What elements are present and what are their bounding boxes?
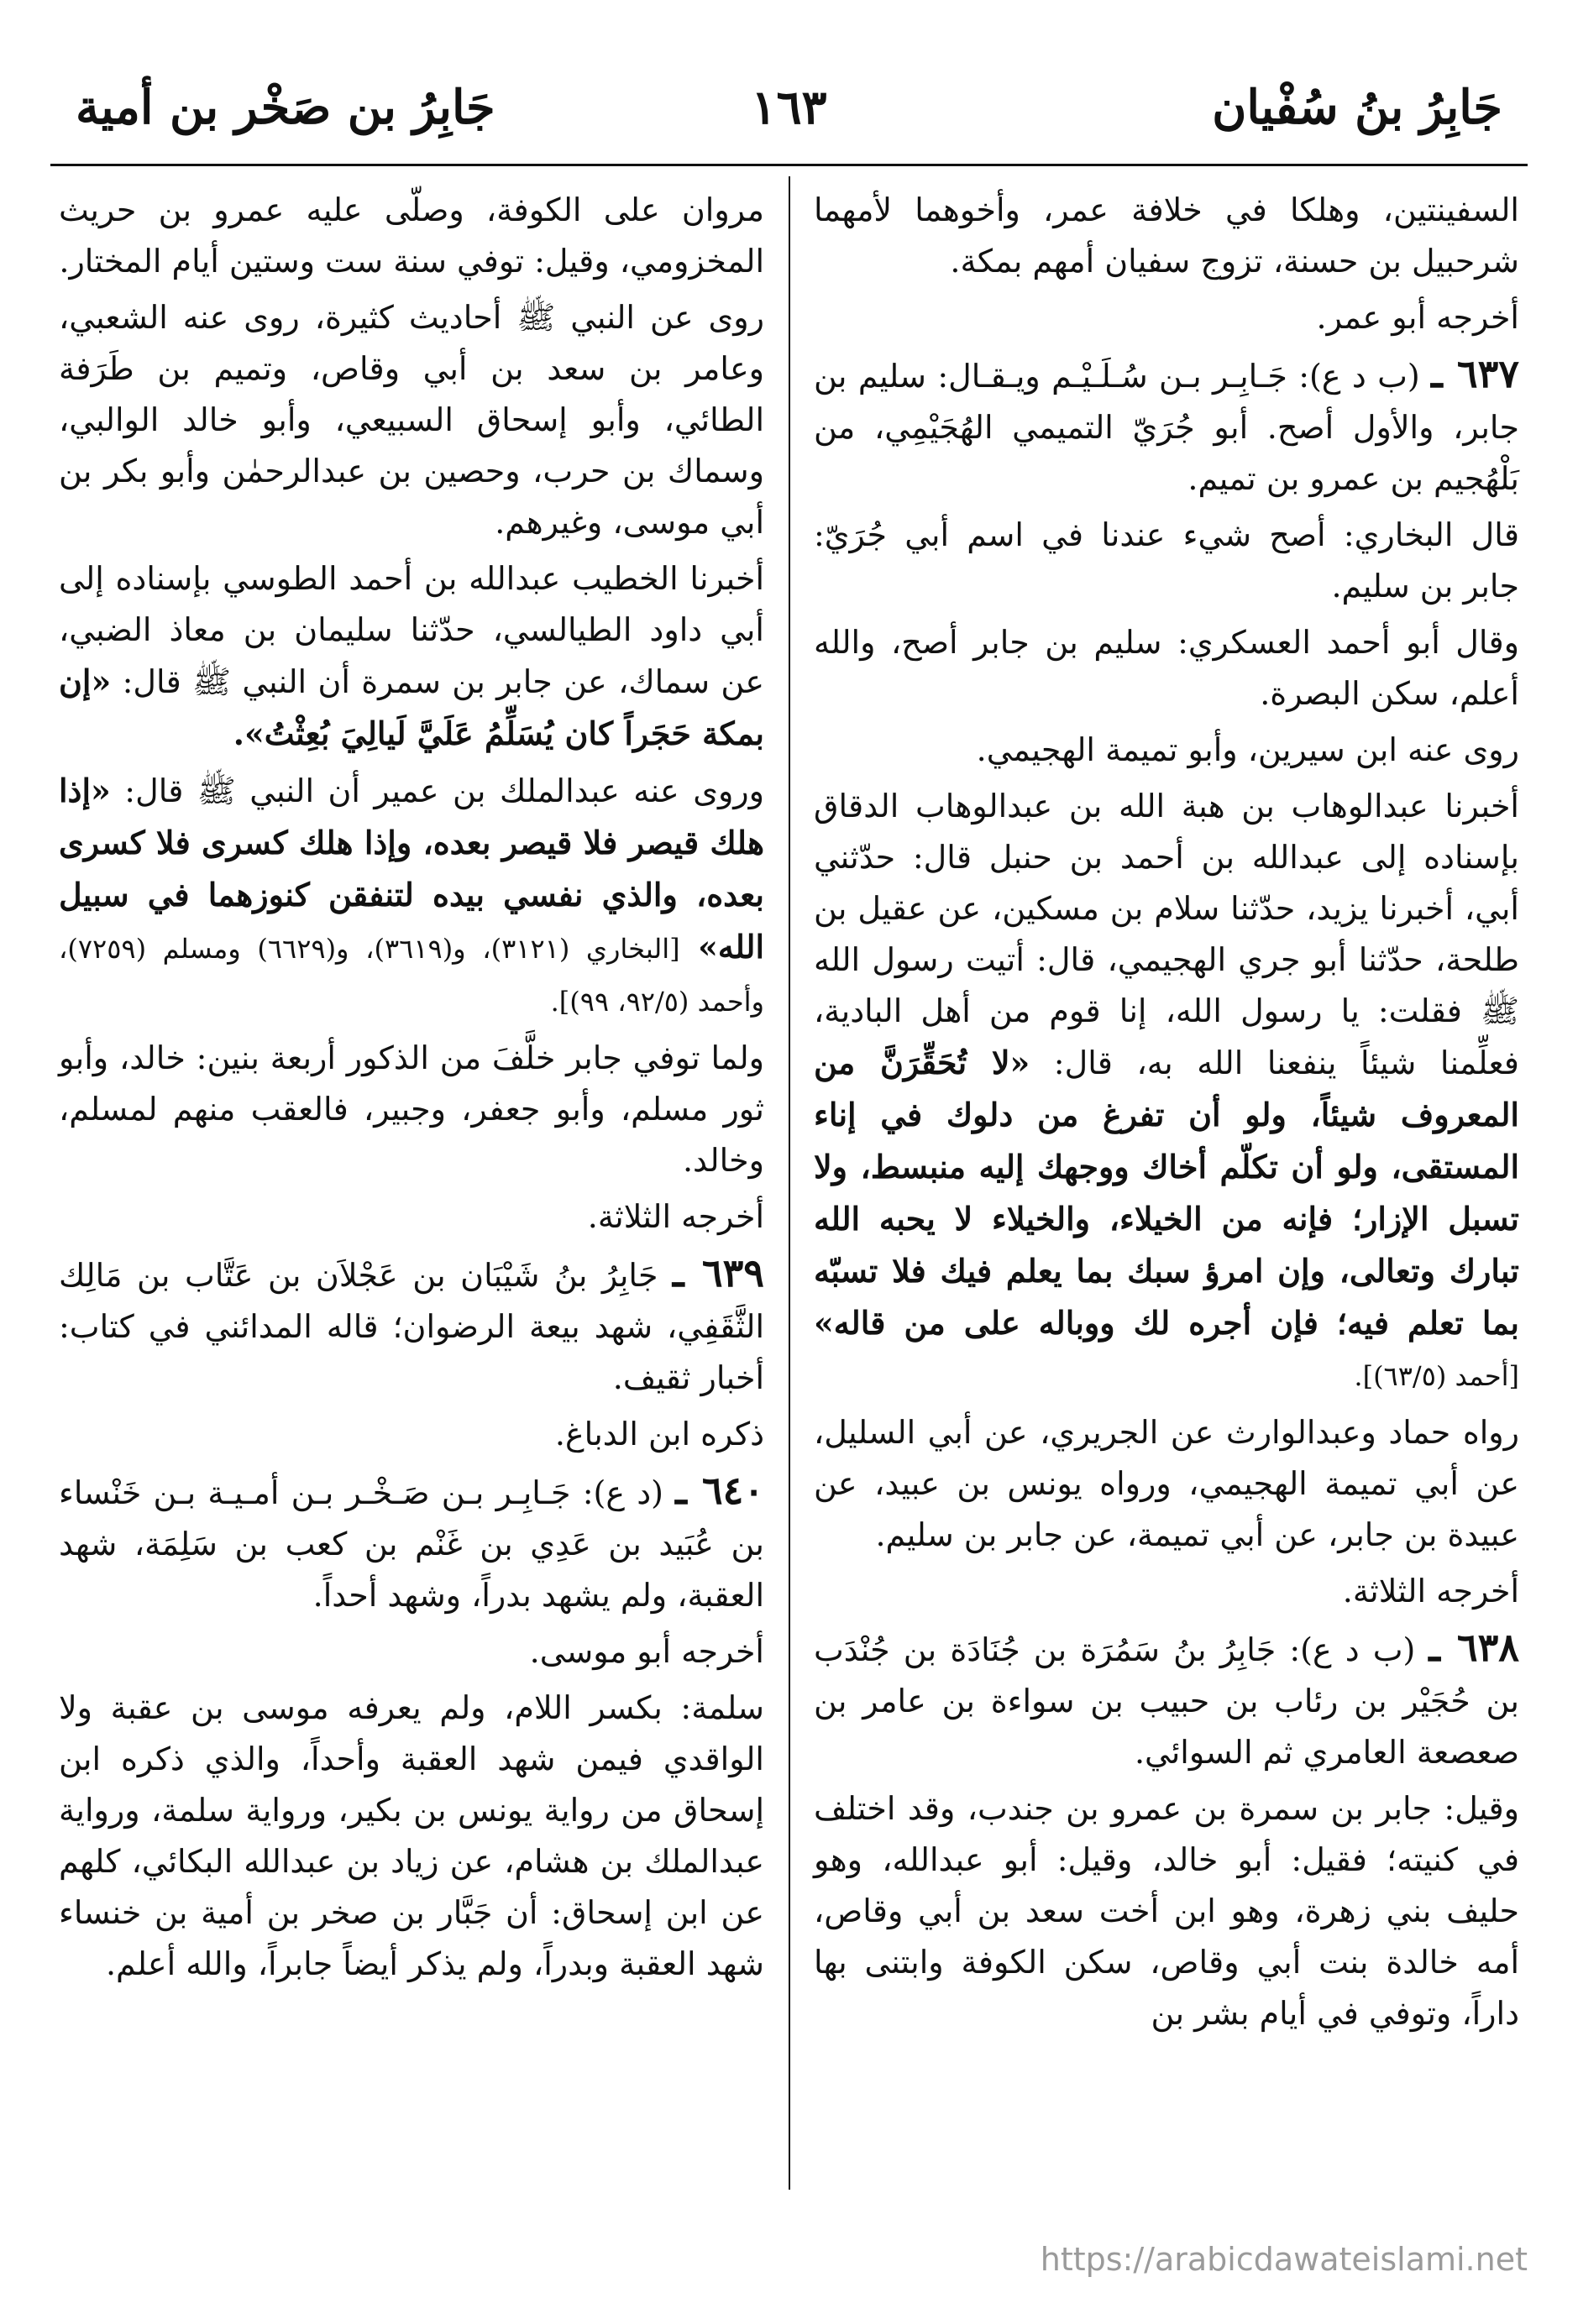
paragraph-text: (د ع): جَـابِـر بـن صَـخْـر بـن أمـيـة بـن خَنْساء بن عُبَيد بن عَدِي بن غَنْم بن كعب بن سَلِمَة، شهد العقبة، ولم يشهد بدراً، وشهد أحداً. — [59, 1474, 764, 1614]
paragraph — [59, 1033, 764, 1186]
running-header — [76, 80, 1502, 155]
paragraph — [59, 292, 764, 548]
paragraph-text: أخبرنا الخطيب عبدالله بن أحمد الطوسي بإسناده إلى أبي داود الطيالسي، حدّثنا سليمان بن معاذ الضبي، عن سماك، عن جابر بن سمرة أن النبي ﷺ قال: — [59, 560, 765, 700]
source-reference: [البخاري (٣١٢١)، و(٣٦١٩)، و(٦٦٢٩) ومسلم (٧٢٥٩)، وأحمد (٩٢/٥، ٩٩)]. — [59, 933, 764, 1018]
paragraph — [59, 1409, 764, 1460]
right-column — [814, 185, 1519, 2044]
paragraph-text: روى عنه ابن سيرين، وأبو تميمة الهجيمي. — [976, 731, 1519, 768]
paragraph-text: روى عن النبي ﷺ أحاديث كثيرة، روى عنه الشعبي، وعامر بن سعد بن أبي وقاص، وتميم بن طَرَفة الطائي، وأبو إسحاق السبيعي، وأبو خالد الوالبي، وسماك بن حرب، وحصين بن عبدالرحمٰن وأبو بكر بن أبي موسى، وغيرهم. — [59, 299, 764, 541]
paragraph — [59, 765, 764, 1028]
hadith-text: «إن بمكة حَجَراً كان يُسَلِّمُ عَلَيَّ لَيالِيَ بُعِثْتُ». — [59, 662, 764, 752]
header-rule — [50, 164, 1528, 166]
entry-number: ٦٣٨ ـ — [1429, 1625, 1519, 1670]
paragraph — [814, 348, 1519, 505]
entry-number: ٦٣٧ ـ — [1431, 351, 1519, 396]
paragraph — [814, 781, 1519, 1402]
paragraph-text: ولما توفي جابر خلَّفَ من الذكور أربعة بنين: خالد، وأبو ثور مسلم، وأبو جعفر، وجبير، فالعقب منهم لمسلم، وخالد. — [59, 1039, 764, 1179]
paragraph — [814, 617, 1519, 720]
paragraph — [814, 725, 1519, 776]
paragraph — [59, 1465, 764, 1621]
header-right-title: جَابِرُ بنُ سُفْيان — [1212, 80, 1502, 135]
paragraph-text: وروى عنه عبدالملك بن عمير أن النبي ﷺ قال: — [124, 772, 764, 809]
entry-number: ٦٤٠ ـ — [675, 1468, 764, 1513]
header-left-title: جَابِرُ بن صَخْر بن أمية — [76, 80, 495, 135]
paragraph-text: وقال أبو أحمد العسكري: سليم بن جابر أصح، والله أعلم، سكن البصرة. — [814, 624, 1519, 712]
paragraph-text: أخرجه الثلاثة. — [1342, 1573, 1519, 1610]
paragraph — [814, 1566, 1519, 1617]
paragraph-text: أخرجه أبو موسى. — [529, 1633, 764, 1670]
hadith-text: «لا تُحَقِّرَنَّ من المعروف شيئاً، ولو أن تفرغ من دلوك في إناء المستقى، ولو أن تكلّم أخاك ووجهك إليه منبسط، ولا تسبل الإزار؛ فإنه من الخيلاء، والخيلاء لا يحبه الله تبارك وتعالى، وإن امرؤ سبك بما يعلم فيك فلا تسبّه بما تعلم فيه؛ فإن أجره لك ووباله على من قاله» — [814, 1044, 1519, 1342]
paragraph-text: (ب د ع): جَـابِـر بـن سُـلَـيْـم ويـقـال: سليم بن جابر، والأول أصح. أبو جُرَيّ التميمي الهُجَيْمِي، من بَلْهُجيم بن عمرو بن تميم. — [814, 358, 1519, 497]
page-number: ١٦٣ — [751, 80, 827, 135]
paragraph-text: رواه حماد وعبدالوارث عن الجريري، عن أبي السليل، عن أبي تميمة الهجيمي، ورواه يونس بن عبيد، عن عبيدة بن جابر، عن أبي تميمة، عن جابر بن سليم. — [814, 1414, 1519, 1553]
paragraph-text: أخرجه الثلاثة. — [587, 1198, 764, 1235]
paragraph — [59, 185, 764, 287]
paragraph-text: (ب د ع): جَابِرُ بنُ سَمُرَة بن جُنَادَة بن جُنْدَب بن حُجَيْر بن رئاب بن حبيب بن سواءة بن عامر بن صعصعة العامري ثم السوائي. — [814, 1631, 1519, 1771]
paragraph — [814, 1783, 1519, 2039]
paragraph — [59, 553, 764, 760]
paragraph-text: مروان على الكوفة، وصلّى عليه عمرو بن حريث المخزومي، وقيل: توفي سنة ست وستين أيام المختار. — [59, 191, 764, 280]
hadith-text: «إذا هلك قيصر فلا قيصر بعده، وإذا هلك كسرى فلا كسرى بعده، والذي نفسي بيده لتنفقن كنوزهما في سبيل الله» — [59, 772, 764, 966]
paragraph — [814, 510, 1519, 612]
paragraph-text: السفينتين، وهلكا في خلافة عمر، وأخوهما لأمهما شرحبيل بن حسنة، تزوج سفيان أمهم بمكة. — [814, 191, 1519, 280]
column-divider — [789, 176, 790, 2190]
paragraph-text: أخبرنا عبدالوهاب بن هبة الله بن عبدالوهاب الدقاق بإسناده إلى عبدالله بن أحمد بن حنبل قال: حدّثني أبي، أخبرنا يزيد، حدّثنا سلام بن مسكين، عن عقيل بن طلحة، حدّثنا أبو جري الهجيمي، قال: أتيت رسول الله ﷺ فقلت: يا رسول الله، إنا قوم من أهل البادية، فعلِّمنا شيئاً ينفعنا الله به، قال: — [814, 788, 1519, 1081]
paragraph — [814, 1407, 1519, 1561]
paragraph-text: قال البخاري: أصح شيء عندنا في اسم أبي جُرَيّ: جابر بن سليم. — [814, 516, 1519, 605]
paragraph — [814, 1622, 1519, 1778]
paragraph — [59, 1626, 764, 1678]
paragraph-text: وقيل: جابر بن سمرة بن عمرو بن جندب، وقد اختلف في كنيته؛ فقيل: أبو خالد، وقيل: أبو عبدالله، وهو حليف بني زهرة، وهو ابن أخت سعد بن أبي وقاص، أمه خالدة بنت أبي وقاص، سكن الكوفة وابتنى بها داراً، وتوفي في أيام بشر بن — [814, 1790, 1519, 2032]
paragraph-text: جَابِرُ بنُ شَيْبَان بن عَجْلاَن بن عَتَّاب بن مَالِك الثَّقَفِي، شهد بيعة الرضوان؛ قاله المدائني في كتاب: أخبار ثقيف. — [59, 1257, 764, 1396]
paragraph — [59, 1248, 764, 1404]
watermark: https://arabicdawateislami.net — [1040, 2241, 1528, 2278]
source-reference: [أحمد (٦٣/٥)]. — [1354, 1360, 1519, 1392]
paragraph — [59, 1191, 764, 1243]
paragraph — [814, 292, 1519, 343]
paragraph-text: سلمة: بكسر اللام، ولم يعرفه موسى بن عقبة ولا الواقدي فيمن شهد العقبة وأحداً، والذي ذكره ابن إسحاق من رواية يونس بن بكير، ورواية سلمة، ورواية عبدالملك بن هشام، عن زياد بن عبدالله البكائي، كلهم عن ابن إسحاق: أن جَبَّار بن صخر بن أمية بن خنساء شهد العقبة وبدراً، ولم يذكر أيضاً جابراً، والله أعلم. — [59, 1689, 764, 1982]
entry-number: ٦٣٩ ـ — [672, 1250, 764, 1295]
paragraph-text: ذكره ابن الدباغ. — [554, 1416, 764, 1452]
paragraph-text: أخرجه أبو عمر. — [1316, 299, 1519, 336]
paragraph — [59, 1683, 764, 1990]
paragraph — [814, 185, 1519, 287]
left-column — [59, 185, 764, 1995]
